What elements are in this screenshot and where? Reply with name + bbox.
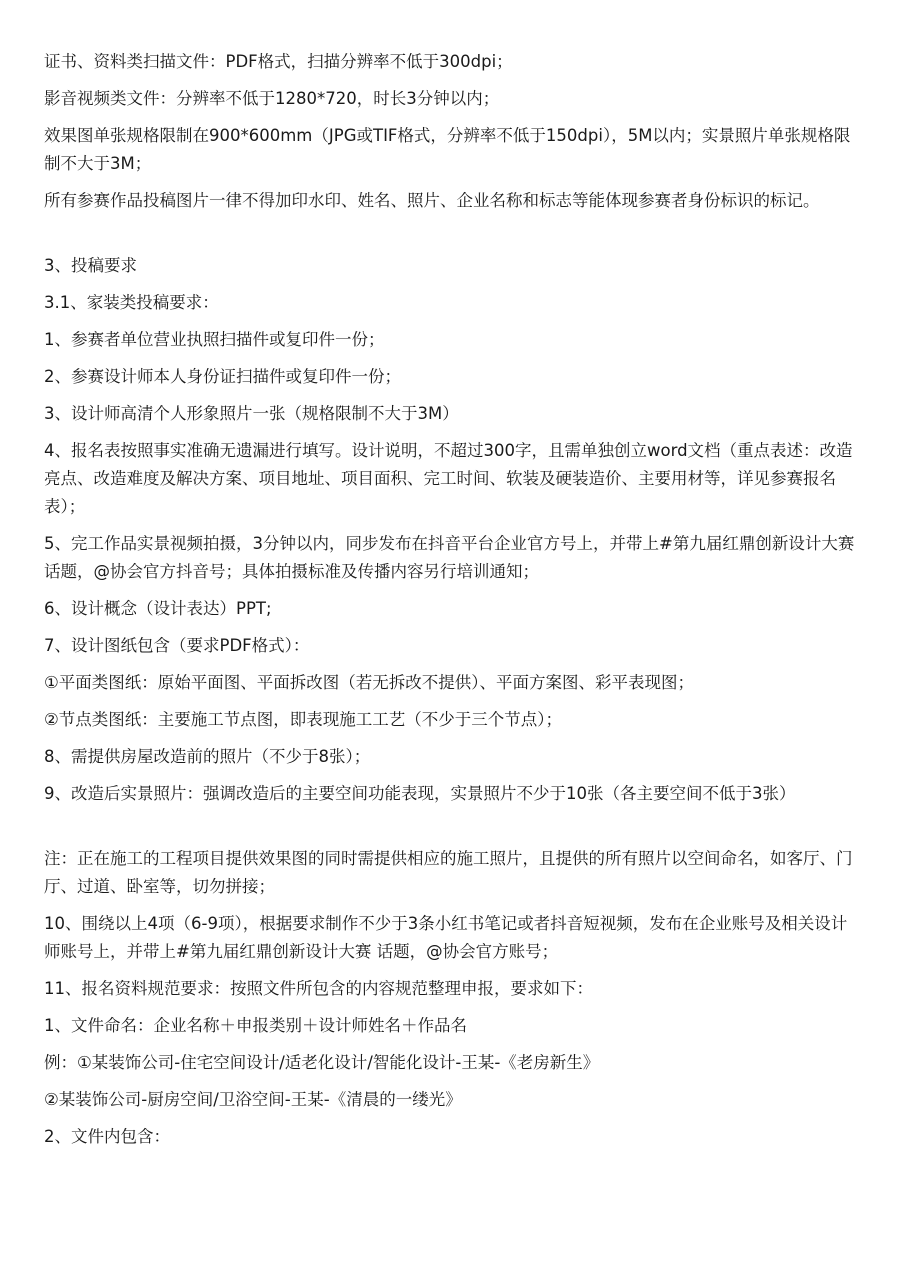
paragraph-image-spec: 效果图单张规格限制在900*600mm（JPG或TIF格式，分辨率不低于150dpi），5M以内；实景照片单张规格限制不大于3M； — [44, 126, 851, 173]
list-item-drawings: 7、设计图纸包含（要求PDF格式）： — [44, 636, 310, 655]
paragraph-video-format: 影音视频类文件：分辨率不低于1280*720，时长3分钟以内； — [44, 89, 500, 108]
list-item-file-contents: 2、文件内包含： — [44, 1127, 170, 1146]
list-item-node-drawings: ②节点类图纸：主要施工节点图，即表现施工工艺（不少于三个节点）； — [44, 710, 563, 729]
list-item-after-photos: 9、改造后实景照片：强调改造后的主要空间功能表现，实景照片不少于10张（各主要空间不低于3张） — [44, 784, 796, 803]
list-item-before-photos: 8、需提供房屋改造前的照片（不少于8张）； — [44, 747, 371, 766]
example-naming-1: 例：①某装饰公司-住宅空间设计/适老化设计/智能化设计-王某-《老房新生》 — [44, 1053, 600, 1072]
subsection-heading-home: 3.1、家装类投稿要求： — [44, 293, 219, 312]
list-item-portrait: 3、设计师高清个人形象照片一张（规格限制不大于3M） — [44, 404, 459, 423]
list-item-registration-form: 4、报名表按照事实准确无遗漏进行填写。设计说明，不超过300字，且需单独创立word文档（重点表述：改造亮点、改造难度及解决方案、项目地址、项目面积、完工时间、软装及硬装造价、主要用材等，详见参赛报名表）； — [44, 441, 853, 516]
list-item-license: 1、参赛者单位营业执照扫描件或复印件一份； — [44, 330, 385, 349]
list-item-file-naming: 1、文件命名：企业名称＋申报类别＋设计师姓名＋作品名 — [44, 1016, 467, 1035]
example-naming-2: ②某装饰公司-厨房空间/卫浴空间-王某-《清晨的一缕光》 — [44, 1090, 462, 1109]
list-item-material-spec: 11、报名资料规范要求：按照文件所包含的内容规范整理申报，要求如下： — [44, 979, 593, 998]
paragraph-scan-format: 证书、资料类扫描文件：PDF格式，扫描分辨率不低于300dpi； — [44, 52, 513, 71]
list-item-video: 5、完工作品实景视频拍摄，3分钟以内，同步发布在抖音平台企业官方号上，并带上#第九届红鼎创新设计大赛 话题，@协会官方抖音号；具体拍摄标准及传播内容另行培训通知； — [44, 534, 855, 581]
list-item-social-posts: 10、围绕以上4项（6-9项），根据要求制作不少于3条小红书笔记或者抖音短视频，发布在企业账号及相关设计师账号上，并带上#第九届红鼎创新设计大赛 话题，@协会官方账号； — [44, 914, 848, 961]
paragraph-no-watermark: 所有参赛作品投稿图片一律不得加印水印、姓名、照片、企业名称和标志等能体现参赛者身份标识的标记。 — [44, 191, 820, 210]
note-paragraph: 注：正在施工的工程项目提供效果图的同时需提供相应的施工照片，且提供的所有照片以空间命名，如客厅、门厅、过道、卧室等，切勿拼接； — [44, 849, 853, 896]
list-item-ppt: 6、设计概念（设计表达）PPT; — [44, 599, 272, 618]
section-heading-submission: 3、投稿要求 — [44, 256, 137, 275]
list-item-plan-drawings: ①平面类图纸：原始平面图、平面拆改图（若无拆改不提供）、平面方案图、彩平表现图； — [44, 673, 695, 692]
list-item-id-card: 2、参赛设计师本人身份证扫描件或复印件一份； — [44, 367, 401, 386]
document-body — [44, 48, 860, 1160]
